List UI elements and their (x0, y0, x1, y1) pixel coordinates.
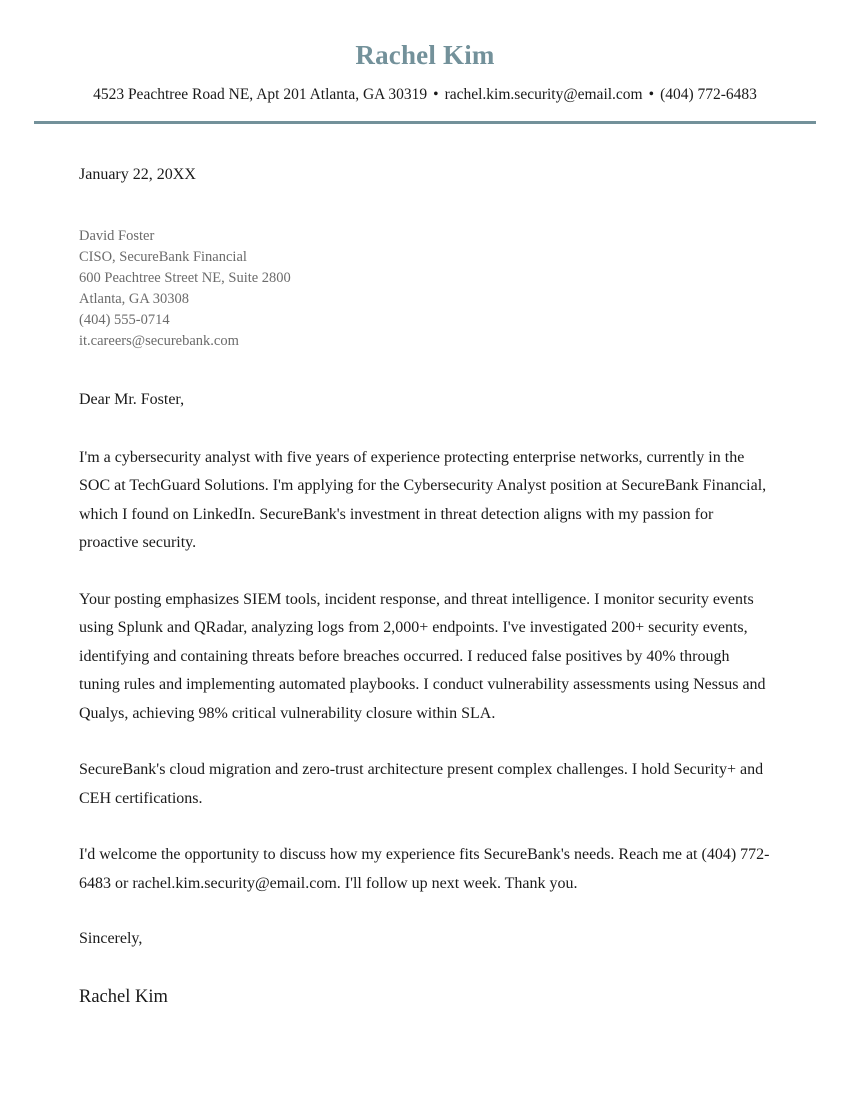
recipient-name: David Foster (79, 227, 155, 244)
sender-address: 4523 Peachtree Road NE, Apt 201 Atlanta, GA 30319 (93, 86, 428, 104)
letter-header (0, 0, 850, 124)
letter-date: January 22, 20XX (79, 166, 196, 184)
recipient-street: 600 Peachtree Street NE, Suite 2800 (79, 269, 291, 286)
salutation: Dear Mr. Foster, (79, 390, 185, 408)
recipient-title: CISO, SecureBank Financial (79, 248, 247, 265)
letter-paragraphs (79, 444, 771, 899)
body-paragraph: Your posting emphasizes SIEM tools, incident response, and threat intelligence. I monitor security events using Splunk and QRadar, analyzing logs from 2,000+ endpoints. I've investigated 200+ security events, identifying and containing threats before breaches occurred. I reduced false positives by 40% through tuning rules and implementing automated playbooks. I conduct vulnerability assessments using Nessus and Qualys, achieving 98% critical vulnerability closure within SLA. (79, 590, 766, 722)
recipient-city-state-zip: Atlanta, GA 30308 (79, 290, 189, 307)
body-paragraph: SecureBank's cloud migration and zero-trust architecture present complex challenges. I hold Security+ and CEH certifications. (79, 761, 764, 807)
body-paragraph: I'd welcome the opportunity to discuss how my experience fits SecureBank's needs. Reach me at (404) 772-6483 or rachel.kim.security@email.com. I'll follow up next week. Thank you. (79, 846, 770, 892)
sender-email: rachel.kim.security@email.com (444, 86, 643, 104)
signature-name: Rachel Kim (79, 986, 168, 1007)
sender-phone: (404) 772-6483 (660, 86, 757, 104)
recipient-address-block (79, 226, 771, 352)
letter-body (0, 164, 850, 1009)
closing-salutation: Sincerely, (79, 930, 143, 948)
sender-contact-line (0, 85, 850, 105)
body-paragraph: I'm a cybersecurity analyst with five years of experience protecting enterprise networks, currently in the SOC at TechGuard Solutions. I'm applying for the Cybersecurity Analyst position at SecureBank Financial, which I found on LinkedIn. SecureBank's investment in threat detection aligns with my passion for proactive security. (79, 448, 767, 552)
recipient-email: it.careers@securebank.com (79, 332, 239, 349)
contact-separator-1: • (433, 86, 439, 104)
sender-name: Rachel Kim (355, 40, 495, 70)
contact-separator-2: • (648, 86, 655, 104)
recipient-phone: (404) 555-0714 (79, 311, 170, 328)
header-divider-rule (34, 121, 816, 124)
